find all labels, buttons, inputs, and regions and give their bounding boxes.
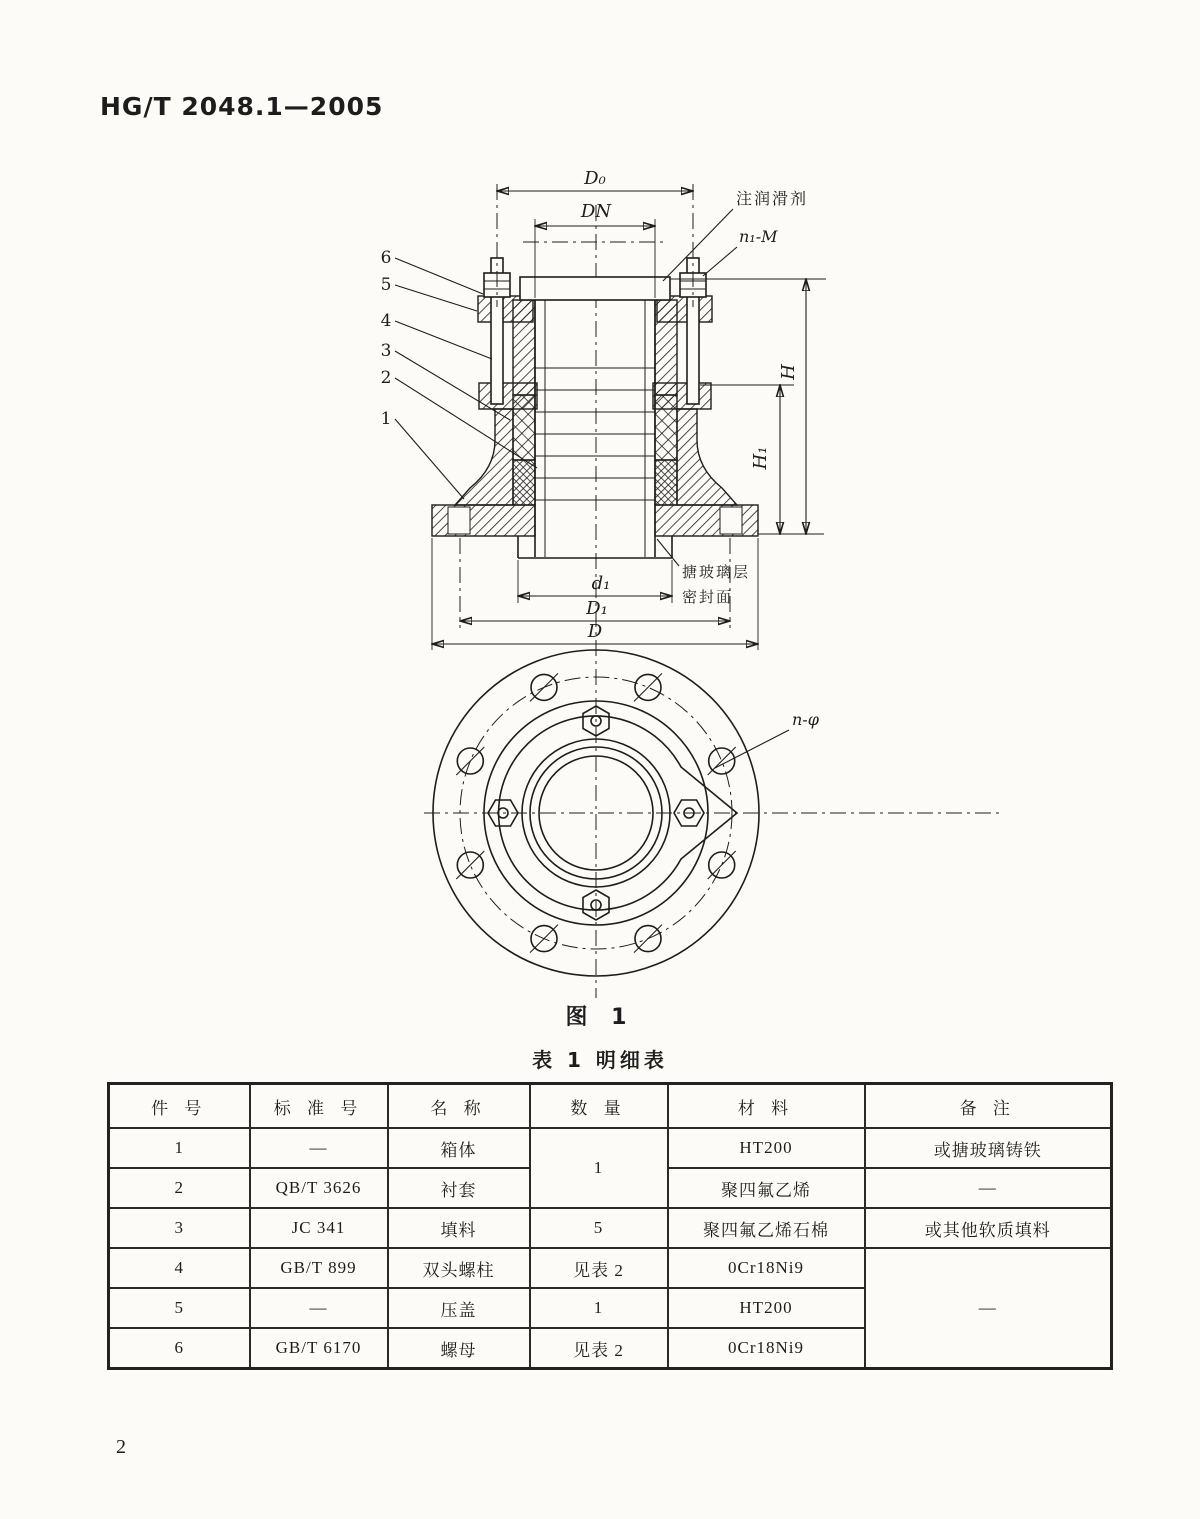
cell-name: 双头螺柱	[388, 1248, 530, 1288]
cell-standard-no: QB/T 3626	[250, 1168, 388, 1208]
packing-left	[513, 395, 535, 460]
part-number-5: 5	[380, 275, 392, 295]
part-number-1: 1	[380, 409, 392, 429]
table-header	[109, 1084, 1112, 1129]
col-header-qty: 数 量	[530, 1084, 668, 1129]
part-number-4: 4	[380, 311, 392, 331]
callout-lubricant: 注润滑剂	[736, 189, 809, 208]
cell-part-no: 6	[109, 1328, 250, 1369]
dim-label-h1: H₁	[750, 446, 771, 470]
gland-tube-right	[655, 300, 677, 395]
flange-bolt-hole-left	[448, 507, 470, 534]
col-header-part-no: 件 号	[109, 1084, 250, 1129]
cell-qty: 见表 2	[530, 1328, 668, 1369]
dim-label-dn: DN	[580, 201, 612, 222]
cell-remark: —	[865, 1168, 1112, 1208]
callout-seal-face: 密封面	[682, 588, 734, 606]
cell-qty: 1	[530, 1288, 668, 1328]
flange-bolt-hole-right	[720, 507, 742, 534]
dim-label-D1: D₁	[586, 598, 608, 619]
cell-standard-no: GB/T 6170	[250, 1328, 388, 1369]
cell-part-no: 3	[109, 1208, 250, 1248]
col-header-standard-no: 标 准 号	[250, 1084, 388, 1129]
packing-right	[655, 395, 677, 460]
parts-table	[107, 1082, 1113, 1370]
cell-name: 螺母	[388, 1328, 530, 1369]
cell-name: 填料	[388, 1208, 530, 1248]
box-wall-right	[677, 409, 737, 505]
cell-part-no: 4	[109, 1248, 250, 1288]
table-row	[109, 1208, 1112, 1248]
bottom-flange-right	[655, 505, 758, 536]
dim-label-d1: d₁	[591, 573, 611, 594]
col-header-material: 材 料	[668, 1084, 865, 1129]
cell-part-no: 2	[109, 1168, 250, 1208]
gland-tube-left	[513, 300, 535, 395]
cell-qty: 见表 2	[530, 1248, 668, 1288]
bottom-flange-left	[432, 505, 535, 536]
callouts	[381, 189, 808, 606]
cell-material: 0Cr18Ni9	[668, 1248, 865, 1288]
top-collar	[520, 277, 670, 300]
callout-studs: n₁-M	[739, 227, 778, 246]
cell-qty: 5	[530, 1208, 668, 1248]
bottom-view	[424, 650, 1000, 976]
dim-label-d0: D₀	[584, 168, 606, 189]
table-row	[109, 1248, 1112, 1288]
packing-lower-left	[513, 460, 535, 505]
cell-qty: 1	[530, 1128, 668, 1208]
cell-standard-no: —	[250, 1128, 388, 1168]
dim-label-D: D	[587, 621, 603, 642]
cell-material: 聚四氟乙烯	[668, 1168, 865, 1208]
col-header-name: 名 称	[388, 1084, 530, 1129]
cell-name: 箱体	[388, 1128, 530, 1168]
figure-caption: 图 1	[565, 1005, 635, 1030]
dim-label-h: H	[778, 364, 799, 380]
callout-glass-layer: 搪玻璃层	[682, 563, 751, 581]
cell-standard-no: JC 341	[250, 1208, 388, 1248]
cell-remark: 或搪玻璃铸铁	[865, 1128, 1112, 1168]
table-title: 表 1 明细表	[532, 1048, 668, 1072]
cell-standard-no: GB/T 899	[250, 1248, 388, 1288]
part-number-2: 2	[380, 368, 392, 388]
cell-remark: —	[865, 1248, 1112, 1369]
section-view	[432, 258, 758, 558]
cell-name: 压盖	[388, 1288, 530, 1328]
cell-material: HT200	[668, 1288, 865, 1328]
callout-holes: n-φ	[792, 710, 819, 729]
part-number-3: 3	[380, 341, 392, 361]
cell-part-no: 1	[109, 1128, 250, 1168]
cell-remark: 或其他软质填料	[865, 1208, 1112, 1248]
box-wall-left	[455, 409, 513, 505]
packing-lower-right	[655, 460, 677, 505]
cell-material: 聚四氟乙烯石棉	[668, 1208, 865, 1248]
cell-standard-no: —	[250, 1288, 388, 1328]
table-row	[109, 1128, 1112, 1168]
cell-material: 0Cr18Ni9	[668, 1328, 865, 1369]
part-number-6: 6	[380, 248, 392, 268]
cell-part-no: 5	[109, 1288, 250, 1328]
page-number: 2	[116, 1436, 126, 1458]
standard-number: HG/T 2048.1—2005	[100, 92, 384, 121]
col-header-remark: 备 注	[865, 1084, 1112, 1129]
cell-material: HT200	[668, 1128, 865, 1168]
cell-name: 衬套	[388, 1168, 530, 1208]
packing-layer-lines	[535, 368, 655, 500]
